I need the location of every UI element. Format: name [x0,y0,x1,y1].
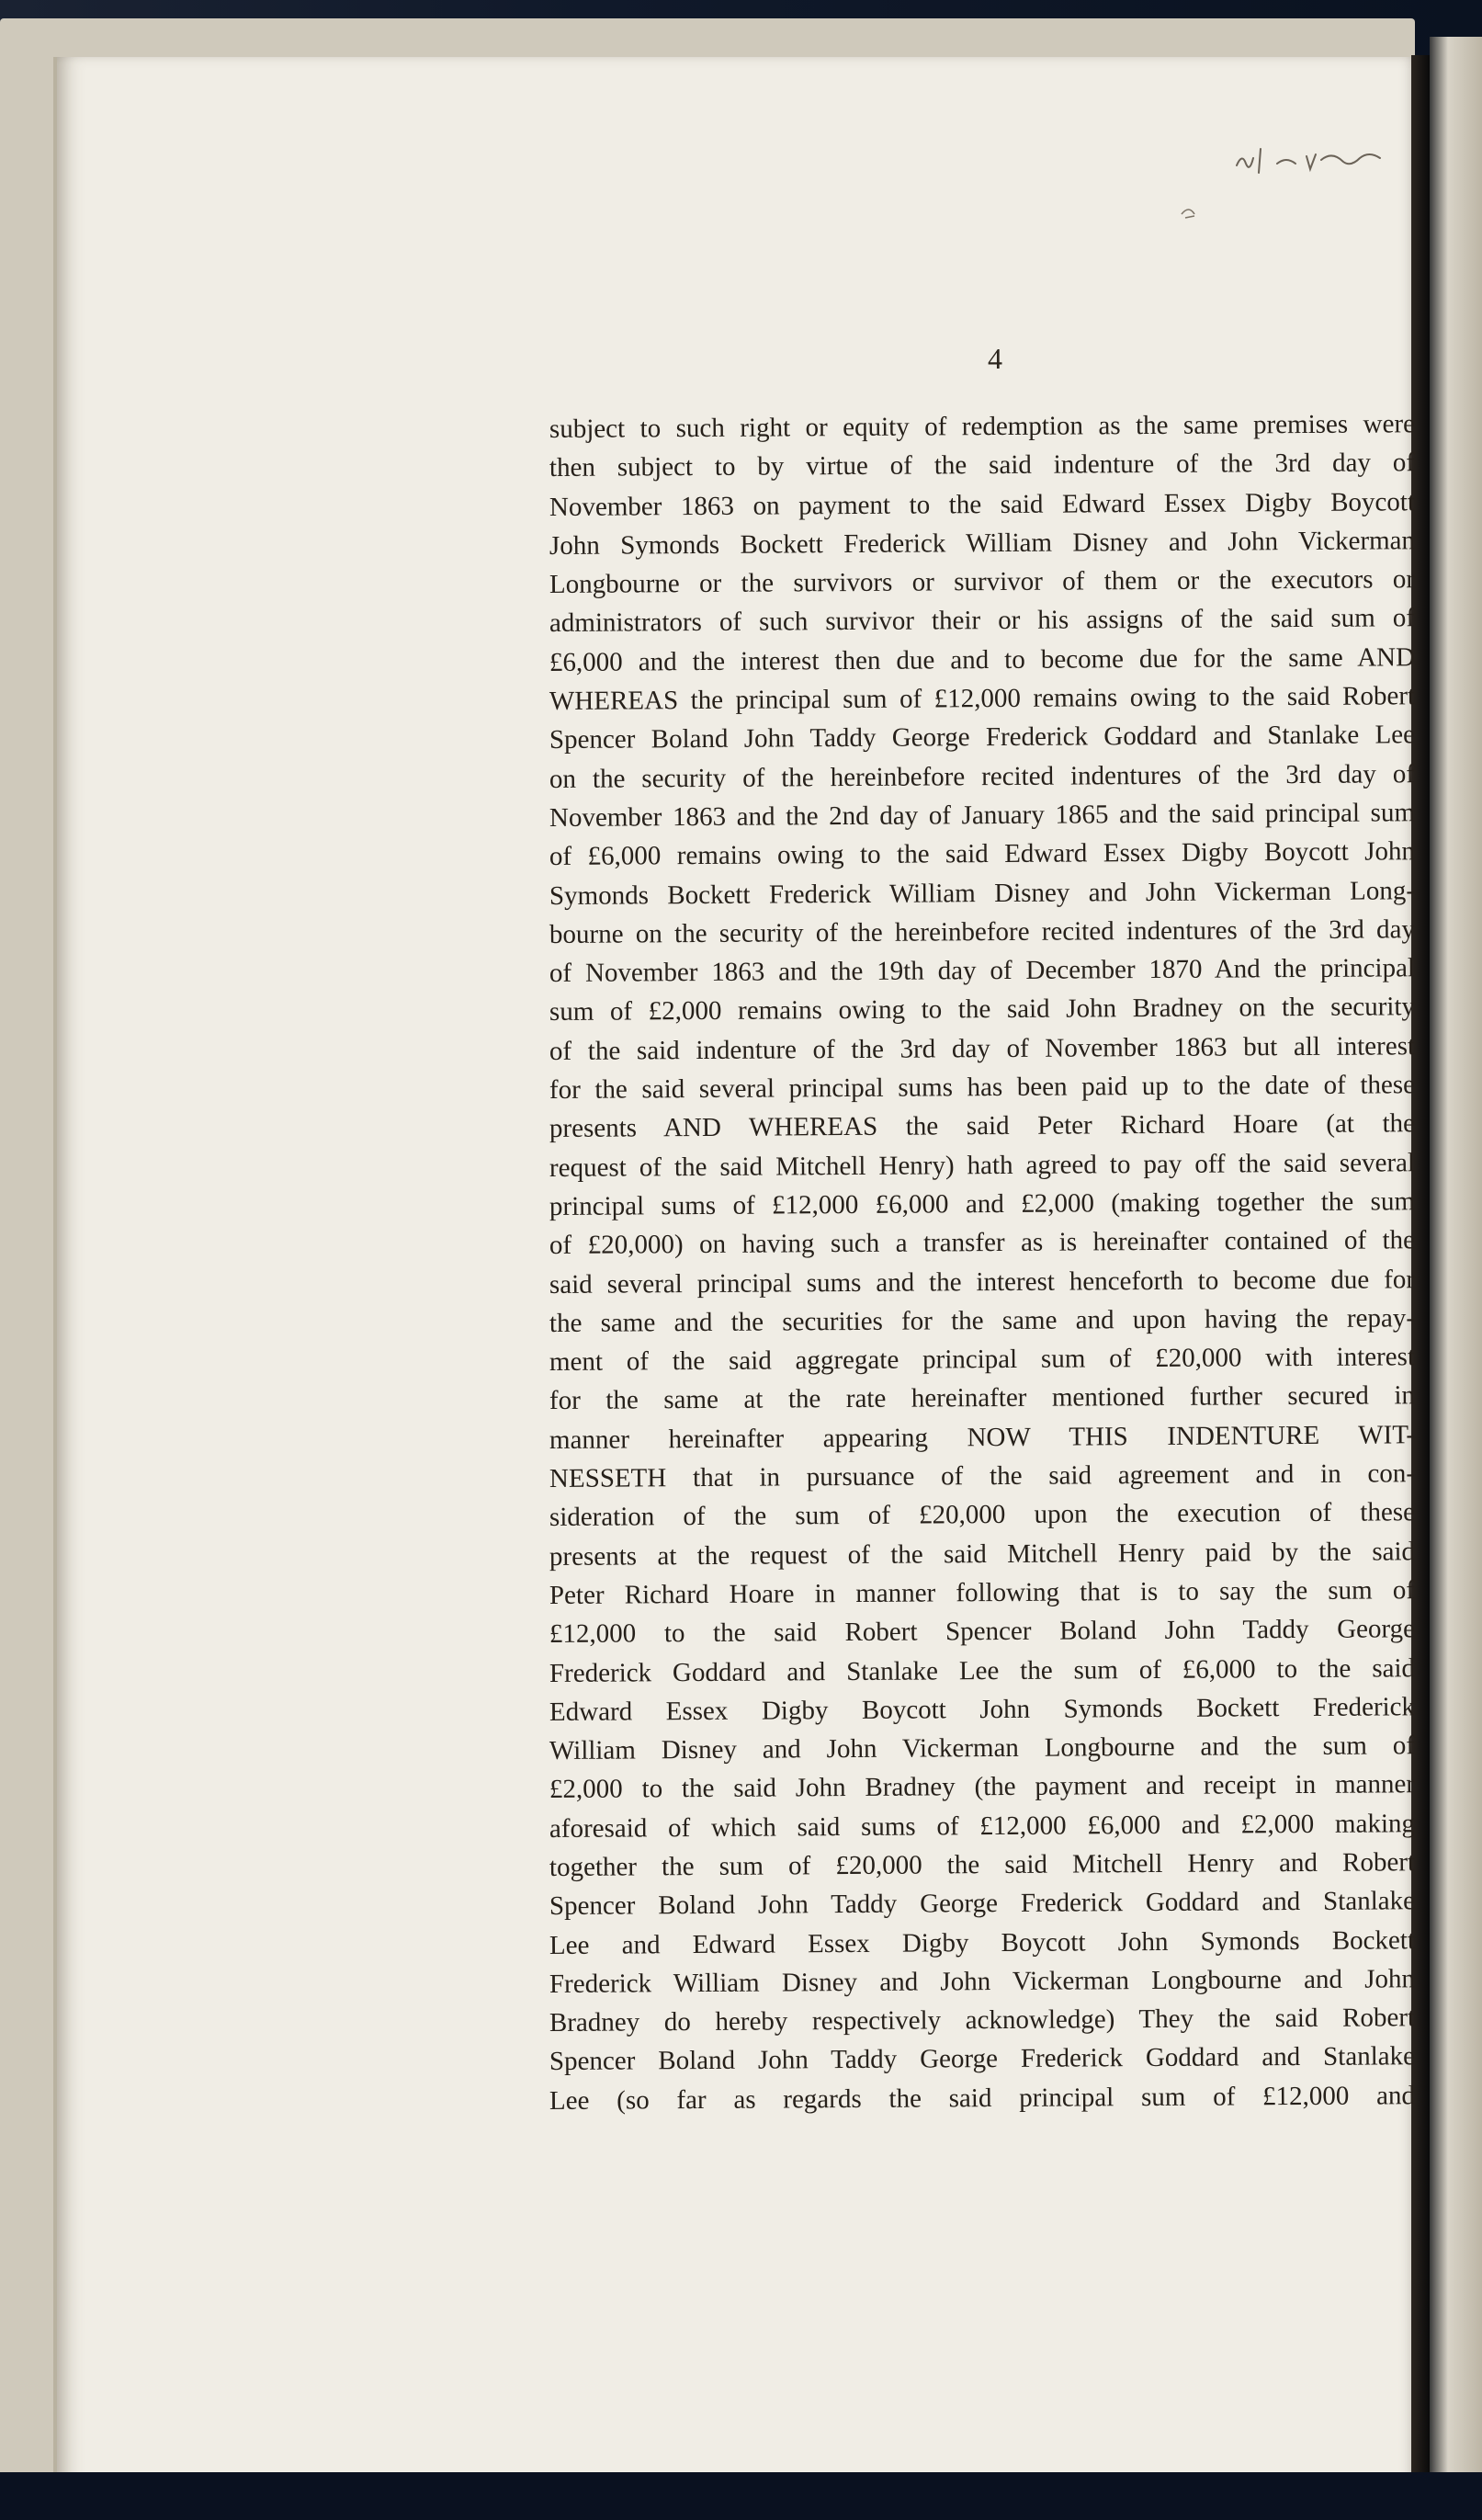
text-line: Edward Essex Digby Boycott John Symonds Bockett Frederick [549,1692,1416,1727]
text-line: together the sum of £20,000 the said Mitchell Henry and Robert [549,1847,1416,1882]
text-line: presents AND WHEREAS the said Peter Richard Hoare (at the [549,1108,1416,1144]
text-line: of £20,000) on having such a transfer as is hereinafter contained of the [549,1225,1416,1261]
text-line: bourne on the security of the hereinbefore recited indentures of the 3rd day [549,914,1416,949]
text-line: sideration of the sum of £20,000 upon the execution of these [549,1497,1416,1533]
text-line: sum of £2,000 remains owing to the said John Bradney on the security [549,992,1416,1027]
text-line: Frederick William Disney and John Vickerman Longbourne and John [549,1964,1416,1999]
text-line: Spencer Boland John Taddy George Frederick Goddard and Stanlake Lee [549,720,1416,755]
scan-bottom-border [0,2472,1482,2520]
text-line: Spencer Boland John Taddy George Frederick Goddard and Stanlake [549,2041,1416,2077]
text-line: Peter Richard Hoare in manner following that is to say the sum of [549,1575,1416,1610]
text-line: manner hereinafter appearing NOW THIS INDENTURE WIT- [549,1419,1416,1455]
text-line: for the same at the rate hereinafter mentioned further secured in [549,1380,1416,1416]
text-line: for the said several principal sums has been paid up to the date of these [549,1070,1416,1106]
text-line: £2,000 to the said John Bradney (the payment and receipt in manner [549,1769,1416,1805]
text-line: administrators of such survivor their or his assigns of the said sum of [549,603,1416,639]
text-line: on the security of the hereinbefore recited indentures of the 3rd day of [549,758,1416,794]
text-line: WHEREAS the principal sum of £12,000 remains owing to the said Robert [549,681,1416,717]
text-line: presents at the request of the said Mitchell Henry paid by the said [549,1536,1416,1572]
text-line: November 1863 and the 2nd day of January 1865 and the said principal sum [549,798,1416,833]
page-number: 4 [988,342,1002,375]
handwritten-annotation [1229,138,1395,184]
text-line: aforesaid of which said sums of £12,000 £6,000 and £2,000 making [549,1808,1416,1844]
text-line: of £6,000 remains owing to the said Edward Essex Digby Boycott John [549,836,1416,872]
text-line: John Symonds Bockett Frederick William Disney and John Vickerman [549,526,1416,561]
text-line: £6,000 and the interest then due and to become due for the same AND [549,642,1416,677]
text-line: November 1863 on payment to the said Edward Essex Digby Boycott [549,486,1416,522]
text-line: Bradney do hereby respectively acknowledge) They the said Robert [549,2003,1416,2038]
text-line: subject to such right or equity of redemption as the same premises were [549,409,1416,444]
text-line: Spencer Boland John Taddy George Frederick Goddard and Stanlake [549,1886,1416,1922]
text-line: request of the said Mitchell Henry) hath agreed to pay off the said several [549,1147,1416,1183]
text-line: the same and the securities for the same and upon having the repay- [549,1303,1416,1338]
text-line: of the said indenture of the 3rd day of November 1863 but all interest [549,1030,1416,1066]
text-line: then subject to by virtue of the said indenture of the 3rd day of [549,448,1416,483]
handwritten-mark [1176,198,1204,225]
text-line: Longbourne or the survivors or survivor of them or the executors or [549,564,1416,600]
facing-page-edge [1430,37,1482,2520]
text-line: William Disney and John Vickerman Longbourne and the sum of [549,1731,1416,1766]
text-line: NESSETH that in pursuance of the said agreement and in con- [549,1459,1416,1494]
body-text [549,410,1415,2120]
text-line: of November 1863 and the 19th day of December 1870 And the principal [549,953,1416,989]
text-line: principal sums of £12,000 £6,000 and £2,000 (making together the sum [549,1186,1416,1221]
text-line: Frederick Goddard and Stanlake Lee the sum of £6,000 to the said [549,1652,1416,1688]
text-line: Lee (so far as regards the said principal sum of £12,000 and [549,2081,1416,2116]
text-line: ment of the said aggregate principal sum of £20,000 with interest [549,1342,1416,1378]
text-line: Lee and Edward Essex Digby Boycott John Symonds Bockett [549,1924,1416,1960]
text-line: said several principal sums and the interest henceforth to become due for [549,1264,1416,1300]
text-line: Symonds Bockett Frederick William Disney and John Vickerman Long- [549,875,1416,911]
text-line: £12,000 to the said Robert Spencer Boland John Taddy George [549,1614,1416,1650]
